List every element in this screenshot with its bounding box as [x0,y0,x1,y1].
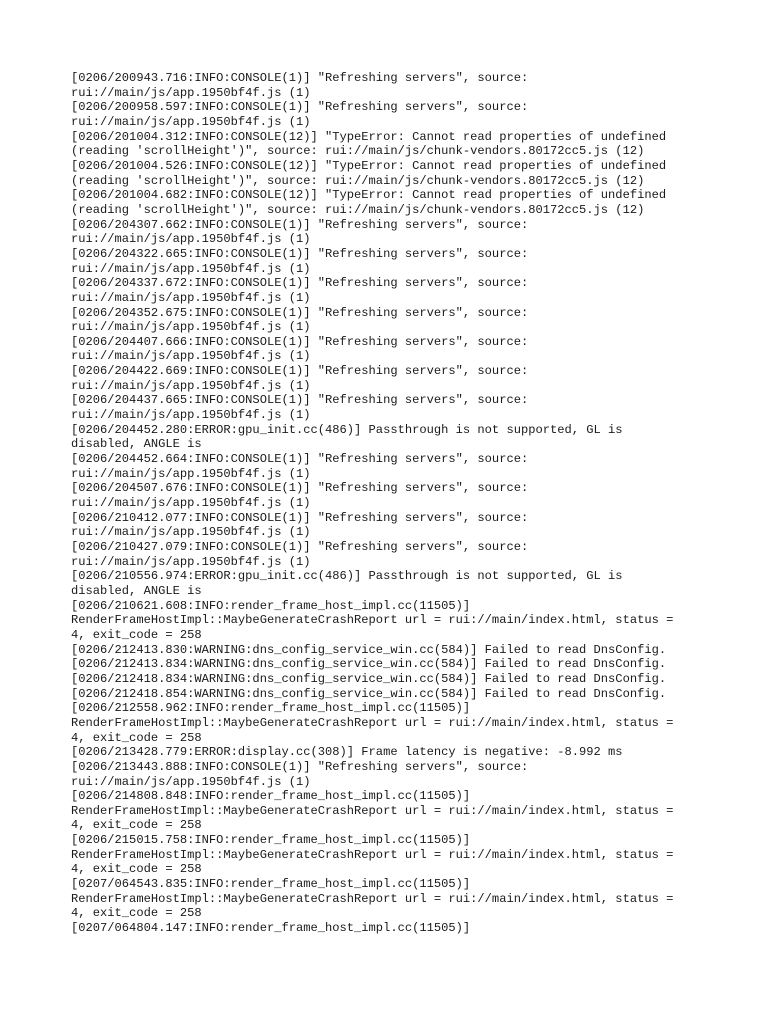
log-line: disabled, ANGLE is [71,583,202,598]
log-line: [0206/215015.758:INFO:render_frame_host_impl.cc(11505)] [71,833,471,848]
log-line: (reading 'scrollHeight')", source: rui://main/js/chunk-vendors.80172cc5.js (12) [71,202,645,217]
log-line: [0206/200943.716:INFO:CONSOLE(1)] "Refreshing servers", source: [71,71,529,85]
log-line: rui://main/js/app.1950bf4f.js (1) [71,349,311,364]
log-line: RenderFrameHostImpl::MaybeGenerateCrashReport url = rui://main/index.html, status = [71,891,674,906]
log-line: 4, exit_code = 258 [71,730,202,745]
log-line: [0207/064543.835:INFO:render_frame_host_impl.cc(11505)] [71,877,471,892]
log-line: rui://main/js/app.1950bf4f.js (1) [71,378,311,393]
log-line: [0206/210412.077:INFO:CONSOLE(1)] "Refreshing servers", source: [71,510,529,525]
log-line: [0206/210427.079:INFO:CONSOLE(1)] "Refreshing servers", source: [71,540,529,554]
log-line: rui://main/js/app.1950bf4f.js (1) [71,408,311,423]
log-line: rui://main/js/app.1950bf4f.js (1) [71,320,311,335]
log-line: [0206/201004.682:INFO:CONSOLE(12)] "TypeError: Cannot read properties of undefined [71,188,667,203]
log-line: [0206/204322.665:INFO:CONSOLE(1)] "Refreshing servers", source: [71,246,529,261]
log-line: [0206/204452.280:ERROR:gpu_init.cc(486)] Passthrough is not supported, GL is [71,422,623,437]
log-line: RenderFrameHostImpl::MaybeGenerateCrashReport url = rui://main/index.html, status = [71,847,674,862]
log-line: RenderFrameHostImpl::MaybeGenerateCrashReport url = rui://main/index.html, status = [71,613,674,628]
log-line: [0206/204422.669:INFO:CONSOLE(1)] "Refreshing servers", source: [71,364,529,379]
log-line: [0206/212413.830:WARNING:dns_config_service_win.cc(584)] Failed to read DnsConfig. [71,642,667,657]
log-line: rui://main/js/app.1950bf4f.js (1) [71,261,311,276]
log-line: [0206/201004.312:INFO:CONSOLE(12)] "TypeError: Cannot read properties of undefined [71,129,667,144]
log-line: rui://main/js/app.1950bf4f.js (1) [71,496,311,511]
log-line: [0207/064804.147:INFO:render_frame_host_impl.cc(11505)] [71,921,471,936]
log-line: disabled, ANGLE is [71,437,202,452]
log-line: rui://main/js/app.1950bf4f.js (1) [71,525,311,540]
log-line: 4, exit_code = 258 [71,862,202,877]
log-line: rui://main/js/app.1950bf4f.js (1) [71,774,311,789]
log-line: [0206/204437.665:INFO:CONSOLE(1)] "Refreshing servers", source: [71,393,529,408]
log-line: [0206/204307.662:INFO:CONSOLE(1)] "Refreshing servers", source: [71,217,529,232]
log-line: [0206/212418.854:WARNING:dns_config_service_win.cc(584)] Failed to read DnsConfig. [71,686,667,701]
log-line: [0206/210621.608:INFO:render_frame_host_impl.cc(11505)] [71,598,471,613]
log-line: 4, exit_code = 258 [71,906,202,921]
log-line: (reading 'scrollHeight')", source: rui://main/js/chunk-vendors.80172cc5.js (12) [71,173,645,188]
log-line: [0206/213428.779:ERROR:display.cc(308)] Frame latency is negative: -8.992 ms [71,745,623,760]
log-line: [0206/201004.526:INFO:CONSOLE(12)] "TypeError: Cannot read properties of undefined [71,158,667,173]
log-line: RenderFrameHostImpl::MaybeGenerateCrashReport url = rui://main/index.html, status = [71,803,674,818]
log-line: rui://main/js/app.1950bf4f.js (1) [71,85,311,100]
log-line: [0206/200958.597:INFO:CONSOLE(1)] "Refreshing servers", source: [71,100,529,115]
log-line: [0206/204452.664:INFO:CONSOLE(1)] "Refreshing servers", source: [71,452,529,467]
log-line: rui://main/js/app.1950bf4f.js (1) [71,466,311,481]
log-line: [0206/212558.962:INFO:render_frame_host_impl.cc(11505)] [71,701,471,716]
log-line: [0206/212413.834:WARNING:dns_config_service_win.cc(584)] Failed to read DnsConfig. [71,657,667,672]
log-line: RenderFrameHostImpl::MaybeGenerateCrashReport url = rui://main/index.html, status = [71,715,674,730]
log-line: [0206/213443.888:INFO:CONSOLE(1)] "Refreshing servers", source: [71,759,529,774]
log-line: [0206/210556.974:ERROR:gpu_init.cc(486)] Passthrough is not supported, GL is [71,569,623,584]
log-line: [0206/204337.672:INFO:CONSOLE(1)] "Refreshing servers", source: [71,276,529,291]
log-line: [0206/214808.848:INFO:render_frame_host_impl.cc(11505)] [71,789,471,804]
log-line: rui://main/js/app.1950bf4f.js (1) [71,232,311,247]
log-document [71,71,711,936]
log-line: (reading 'scrollHeight')", source: rui://main/js/chunk-vendors.80172cc5.js (12) [71,144,645,159]
log-line: [0206/204507.676:INFO:CONSOLE(1)] "Refreshing servers", source: [71,481,529,496]
log-line: rui://main/js/app.1950bf4f.js (1) [71,554,311,569]
log-line: 4, exit_code = 258 [71,627,202,642]
log-line: 4, exit_code = 258 [71,818,202,833]
log-line: [0206/212418.834:WARNING:dns_config_service_win.cc(584)] Failed to read DnsConfig. [71,671,667,686]
log-line: rui://main/js/app.1950bf4f.js (1) [71,290,311,305]
log-line: [0206/204407.666:INFO:CONSOLE(1)] "Refreshing servers", source: [71,334,529,349]
log-line: [0206/204352.675:INFO:CONSOLE(1)] "Refreshing servers", source: [71,305,529,320]
log-line: rui://main/js/app.1950bf4f.js (1) [71,114,311,129]
